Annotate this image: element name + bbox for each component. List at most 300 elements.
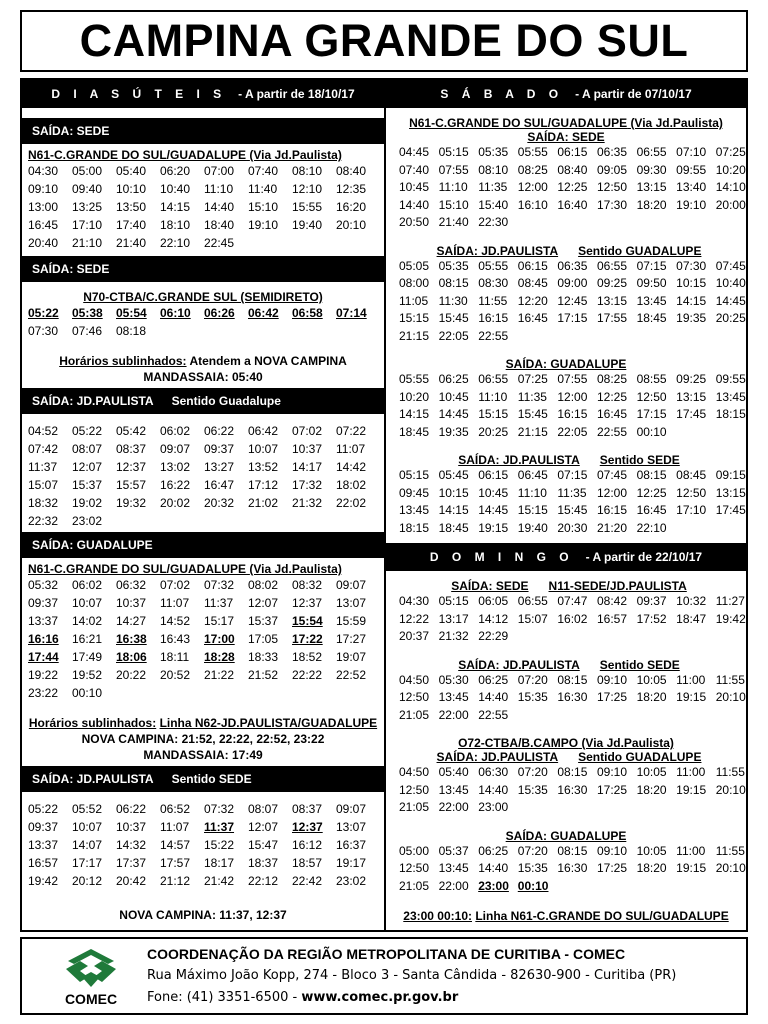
time-cell: 13:02 [160, 460, 191, 474]
time-cell: 19:35 [438, 424, 469, 439]
time-cell: 18:32 [28, 496, 59, 510]
time-cell: 05:52 [72, 802, 103, 816]
time-cell: 19:32 [116, 496, 147, 510]
time-cell: 22:55 [478, 707, 509, 722]
time-cell: 12:07 [248, 596, 279, 610]
time-cell: 19:42 [28, 874, 59, 888]
time-cell: 22:05 [557, 424, 588, 439]
weekdays-origin-guadalupe: SAÍDA: GUADALUPE [22, 532, 384, 558]
time-cell: 11:10 [204, 182, 234, 196]
time-cell: 07:45 [715, 258, 746, 273]
time-cell: 13:45 [438, 690, 469, 704]
time-cell: 12:37 [292, 596, 323, 610]
time-cell: 07:02 [160, 578, 191, 592]
time-cell: 16:45 [28, 218, 59, 232]
time-cell: 07:20 [517, 843, 548, 858]
time-cell: 09:37 [28, 596, 59, 610]
time-cell: 06:15 [478, 468, 509, 482]
time-cell: 17:22 [292, 632, 323, 646]
time-cell: 07:20 [517, 765, 548, 779]
time-cell: 12:50 [399, 690, 430, 704]
sunday-origin-paulista-2: SAÍDA: JD.PAULISTA Sentido GUADALUPE [436, 750, 702, 764]
time-cell: 16:15 [596, 503, 627, 517]
time-cell: 07:14 [336, 306, 367, 320]
time-cell: 19:15 [676, 782, 707, 797]
time-cell: 06:55 [478, 372, 509, 386]
time-cell: 10:40 [715, 276, 746, 290]
time-cell: 16:45 [596, 407, 627, 421]
time-cell: 20:10 [336, 218, 367, 232]
time-cell: 18:47 [676, 611, 707, 626]
weekdays-paulista-times [22, 422, 384, 530]
time-cell: 13:15 [715, 485, 746, 500]
time-cell: 16:57 [596, 611, 627, 626]
time-cell: 13:15 [596, 293, 627, 308]
time-cell: 17:55 [596, 311, 627, 325]
time-cell: 14:17 [292, 460, 323, 474]
time-cell: 14:45 [438, 407, 469, 421]
time-cell: 20:52 [160, 668, 191, 682]
time-cell: 17:45 [715, 503, 746, 517]
time-cell: 08:55 [636, 372, 667, 386]
time-cell: 08:25 [517, 162, 548, 177]
time-cell: 22:52 [336, 668, 367, 682]
time-cell: 11:30 [438, 293, 468, 308]
time-cell: 05:22 [28, 306, 59, 320]
time-cell: 09:10 [596, 843, 627, 858]
time-cell: 15:59 [336, 614, 367, 628]
time-cell: 18:11 [160, 650, 190, 664]
time-cell: 07:32 [204, 802, 235, 816]
time-cell: 15:35 [517, 782, 548, 797]
time-cell: 07:30 [28, 324, 59, 338]
weekdays-origin-paulista: SAÍDA: JD.PAULISTA Sentido Guadalupe [22, 388, 384, 414]
saturday-origin-sede: SAÍDA: SEDE [527, 130, 605, 144]
time-cell: 12:50 [636, 389, 667, 404]
time-cell: 11:37 [204, 820, 235, 834]
time-cell: 06:52 [160, 802, 191, 816]
time-cell: 08:15 [557, 843, 588, 858]
time-cell: 09:10 [596, 765, 627, 779]
time-cell: 15:45 [557, 503, 588, 517]
time-cell: 15:15 [399, 311, 430, 325]
time-cell: 16:15 [478, 311, 509, 325]
time-cell: 19:35 [676, 311, 707, 325]
time-cell: 21:40 [438, 215, 469, 229]
time-cell: 06:02 [72, 578, 103, 592]
time-cell: 19:10 [248, 218, 279, 232]
time-cell: 05:42 [116, 424, 147, 438]
time-cell: 11:00 [676, 843, 706, 858]
time-cell: 13:45 [399, 503, 430, 517]
time-cell: 10:05 [636, 672, 667, 687]
time-cell: 18:20 [636, 782, 667, 797]
sunday-header [386, 543, 746, 571]
time-cell: 10:07 [72, 820, 103, 834]
time-cell: 10:15 [438, 485, 469, 500]
time-cell: 11:55 [715, 843, 745, 858]
time-cell: 16:30 [557, 861, 588, 875]
time-cell: 12:25 [636, 485, 667, 500]
time-cell: 06:35 [557, 258, 588, 273]
time-cell: 18:20 [636, 690, 667, 704]
time-cell: 16:12 [292, 838, 323, 852]
time-cell: 12:07 [248, 820, 279, 834]
time-cell: 15:15 [478, 407, 509, 421]
time-cell: 12:00 [557, 389, 588, 404]
time-cell: 15:55 [292, 200, 323, 214]
time-cell: 08:15 [557, 765, 588, 779]
time-cell: 05:15 [399, 468, 430, 482]
time-cell: 11:37 [28, 460, 58, 474]
time-cell: 17:12 [248, 478, 279, 492]
saturday-guadalupe-times [386, 371, 746, 441]
time-cell: 22:55 [478, 328, 509, 343]
time-cell: 16:10 [517, 197, 548, 212]
time-cell: 06:25 [438, 372, 469, 386]
saturday-title: S Á B A D O [440, 87, 564, 101]
time-cell: 15:37 [72, 478, 103, 492]
time-cell: 05:22 [28, 802, 59, 816]
weekdays-note-mandassaia-2: MANDASSAIA: 17:49 [143, 748, 263, 762]
time-cell: 22:30 [478, 215, 509, 229]
time-cell: 19:15 [478, 520, 509, 535]
time-cell: 19:17 [336, 856, 367, 870]
time-cell: 18:37 [248, 856, 279, 870]
time-cell: 09:07 [336, 578, 367, 592]
time-cell: 10:37 [116, 820, 147, 834]
weekdays-origin-paulista-2: SAÍDA: JD.PAULISTA Sentido SEDE [22, 766, 384, 792]
time-cell: 09:07 [336, 802, 367, 816]
time-cell: 17:25 [596, 782, 627, 797]
weekdays-origin-sede: SAÍDA: SEDE [22, 118, 384, 144]
time-cell: 18:45 [438, 520, 469, 535]
saturday-origin-paulista-2: SAÍDA: JD.PAULISTA Sentido SEDE [458, 453, 680, 467]
time-cell: 07:02 [292, 424, 323, 438]
time-cell: 22:45 [204, 236, 235, 250]
time-cell: 07:22 [336, 424, 367, 438]
time-cell: 09:37 [204, 442, 235, 456]
time-cell: 18:02 [336, 478, 367, 492]
time-cell: 19:07 [336, 650, 367, 664]
time-cell: 11:27 [715, 594, 745, 608]
saturday-paulista-times [386, 258, 746, 346]
time-cell: 21:42 [204, 874, 235, 888]
time-cell: 18:57 [292, 856, 323, 870]
time-cell: 07:20 [517, 672, 548, 687]
time-cell: 11:55 [715, 672, 745, 687]
time-cell: 17:00 [204, 632, 235, 646]
time-cell: 17:44 [28, 650, 59, 664]
time-cell: 18:33 [248, 650, 279, 664]
time-cell: 20:30 [557, 520, 588, 535]
time-cell: 15:10 [438, 197, 469, 212]
time-cell: 14:32 [116, 838, 147, 852]
weekdays-note-mandassaia: MANDASSAIA: 05:40 [143, 370, 263, 384]
time-cell: 10:20 [399, 389, 430, 404]
time-cell: 06:55 [517, 594, 548, 608]
time-cell: 14:40 [399, 197, 430, 212]
time-cell: 18:28 [204, 650, 235, 664]
time-cell: 11:07 [160, 596, 190, 610]
time-cell: 11:05 [399, 293, 429, 308]
time-cell: 17:27 [336, 632, 367, 646]
time-cell: 06:10 [160, 306, 191, 320]
time-cell: 07:55 [557, 372, 588, 386]
time-cell: 14:15 [160, 200, 191, 214]
time-cell: 16:15 [557, 407, 588, 421]
time-cell: 15:10 [248, 200, 279, 214]
time-cell: 14:02 [72, 614, 103, 628]
time-cell: 13:37 [28, 838, 59, 852]
saturday-origin-guadalupe: SAÍDA: GUADALUPE [505, 357, 627, 371]
time-cell: 05:00 [72, 164, 103, 178]
time-cell: 18:06 [116, 650, 147, 664]
sunday-paulista2-times [386, 764, 746, 817]
time-cell: 22:12 [248, 874, 279, 888]
time-cell: 09:25 [596, 276, 627, 290]
time-cell: 21:20 [596, 520, 627, 535]
time-cell: 06:55 [596, 258, 627, 273]
time-cell: 09:25 [676, 372, 707, 386]
time-cell: 21:10 [72, 236, 103, 250]
time-cell: 21:52 [248, 668, 279, 682]
time-cell: 08:40 [557, 162, 588, 177]
time-cell: 07:10 [676, 145, 707, 159]
time-cell: 09:37 [28, 820, 59, 834]
weekdays-sede2-times [22, 304, 384, 340]
time-cell: 06:42 [248, 306, 279, 320]
time-cell: 12:25 [596, 389, 627, 404]
footer-org: COORDENAÇÃO DA REGIÃO METROPOLITANA DE CURITIBA - COMEC [147, 946, 626, 962]
time-cell: 12:45 [557, 293, 588, 308]
sunday-origin-paulista: SAÍDA: JD.PAULISTA Sentido SEDE [458, 657, 680, 672]
weekdays-note-n62: Horários sublinhados: Linha N62-JD.PAULISTA/GUADALUPE [28, 716, 378, 730]
time-cell: 14:10 [715, 180, 746, 194]
time-cell: 12:50 [676, 485, 707, 500]
time-cell: 16:22 [160, 478, 191, 492]
time-cell: 12:50 [399, 861, 430, 875]
time-cell: 20:00 [715, 197, 746, 212]
time-cell: 12:35 [336, 182, 367, 196]
time-cell: 13:40 [676, 180, 707, 194]
time-cell: 10:05 [636, 843, 667, 858]
time-cell: 05:55 [478, 258, 509, 273]
time-cell: 13:50 [116, 200, 147, 214]
time-cell: 10:45 [438, 389, 469, 404]
weekdays-note-nova-campina: Horários sublinhados: Atendem a NOVA CAMPINA [59, 354, 347, 368]
time-cell: 13:25 [72, 200, 103, 214]
weekdays-route-n70: N70-CTBA/C.GRANDE SUL (SEMIDIRETO) [83, 290, 323, 304]
time-cell: 06:20 [160, 164, 191, 178]
time-cell: 17:15 [557, 311, 588, 325]
time-cell: 08:37 [292, 802, 323, 816]
time-cell: 06:22 [116, 802, 147, 816]
time-cell: 12:10 [292, 182, 323, 196]
time-cell: 18:20 [636, 861, 667, 875]
time-cell: 19:42 [715, 611, 746, 626]
time-cell: 07:15 [636, 258, 667, 273]
time-cell: 04:50 [399, 765, 430, 779]
time-cell: 19:02 [72, 496, 103, 510]
time-cell: 05:15 [438, 145, 469, 159]
time-cell: 09:55 [715, 372, 746, 386]
time-cell: 22:42 [292, 874, 323, 888]
time-cell: 08:37 [116, 442, 147, 456]
time-cell: 04:50 [399, 672, 430, 687]
time-cell: 07:42 [28, 442, 59, 456]
time-cell: 18:17 [204, 856, 235, 870]
time-cell: 08:40 [336, 164, 367, 178]
time-cell: 13:07 [336, 820, 367, 834]
time-cell: 21:32 [438, 629, 469, 643]
time-cell: 18:45 [636, 311, 667, 325]
time-cell: 07:25 [517, 372, 548, 386]
time-cell: 15:40 [478, 197, 509, 212]
time-cell: 16:47 [204, 478, 235, 492]
time-cell: 18:15 [399, 520, 430, 535]
sunday-route-o72: O72-CTBA/B.CAMPO (Via Jd.Paulista) [458, 736, 674, 750]
time-cell: 13:15 [676, 389, 707, 404]
time-cell: 15:15 [517, 503, 548, 517]
saturday-paulista2-times [386, 467, 746, 537]
time-cell: 09:40 [72, 182, 103, 196]
time-cell: 05:40 [438, 765, 469, 779]
time-cell: 16:38 [116, 632, 147, 646]
time-cell: 14:40 [478, 861, 509, 875]
time-cell: 15:45 [517, 407, 548, 421]
weekdays-note-nova-campina-3: NOVA CAMPINA: 11:37, 12:37 [119, 908, 287, 922]
time-cell: 12:20 [517, 293, 548, 308]
time-cell: 17:25 [596, 861, 627, 875]
time-cell: 13:45 [715, 389, 746, 404]
time-cell: 14:57 [160, 838, 191, 852]
time-cell: 18:10 [160, 218, 191, 232]
time-cell: 23:02 [336, 874, 367, 888]
time-cell: 22:29 [478, 629, 509, 643]
time-cell: 19:10 [676, 197, 707, 212]
time-cell: 17:05 [248, 632, 279, 646]
time-cell: 20:02 [160, 496, 191, 510]
time-cell: 21:15 [399, 328, 430, 343]
time-cell: 10:05 [636, 765, 667, 779]
time-cell: 10:07 [248, 442, 279, 456]
time-cell: 21:05 [399, 800, 430, 814]
time-cell: 09:30 [636, 162, 667, 177]
time-cell: 09:50 [636, 276, 667, 290]
time-cell: 07:46 [72, 324, 103, 338]
time-cell: 16:45 [636, 503, 667, 517]
footer-site-link[interactable]: www.comec.pr.gov.br [301, 990, 459, 1005]
saturday-date: - A partir de 07/10/17 [575, 87, 692, 101]
time-cell: 05:55 [517, 145, 548, 159]
time-cell: 11:55 [478, 293, 508, 308]
weekdays-route-n61-guadalupe: N61-C.GRANDE DO SUL/GUADALUPE (Via Jd.Paulista) [28, 562, 342, 576]
time-cell: 08:30 [478, 276, 509, 290]
time-cell: 20:10 [715, 782, 746, 797]
time-cell: 23:02 [72, 514, 103, 528]
time-cell: 12:37 [116, 460, 147, 474]
time-cell: 19:22 [28, 668, 59, 682]
time-cell: 12:00 [517, 180, 548, 194]
time-cell: 20:25 [715, 311, 746, 325]
time-cell: 17:40 [116, 218, 147, 232]
time-cell: 08:10 [478, 162, 509, 177]
time-cell: 17:52 [636, 611, 667, 626]
time-cell: 23:00 [478, 800, 509, 814]
time-cell: 14:15 [438, 503, 469, 517]
time-cell: 19:52 [72, 668, 103, 682]
time-cell: 06:15 [557, 145, 588, 159]
time-cell: 20:50 [399, 215, 430, 229]
weekdays-note-nova-campina-2: NOVA CAMPINA: 21:52, 22:22, 22:52, 23:22 [81, 732, 325, 746]
time-cell: 20:12 [72, 874, 103, 888]
time-cell: 06:42 [248, 424, 279, 438]
time-cell: 17:32 [292, 478, 323, 492]
time-cell: 04:30 [28, 164, 59, 178]
time-cell: 14:15 [676, 293, 707, 308]
time-cell: 06:35 [596, 145, 627, 159]
time-cell: 07:40 [399, 162, 430, 177]
time-cell: 23:00 [478, 878, 509, 893]
time-cell: 15:07 [517, 611, 548, 626]
time-cell: 16:30 [557, 782, 588, 797]
time-cell: 06:02 [160, 424, 191, 438]
time-cell: 14:42 [336, 460, 367, 474]
time-cell: 21:40 [116, 236, 147, 250]
time-cell: 09:10 [596, 672, 627, 687]
time-cell: 13:45 [636, 293, 667, 308]
time-cell: 06:45 [517, 468, 548, 482]
time-cell: 22:32 [28, 514, 59, 528]
time-cell: 17:45 [676, 407, 707, 421]
footer-text [147, 943, 676, 1009]
time-cell: 05:54 [116, 306, 147, 320]
sunday-paulista-times [386, 672, 746, 725]
time-cell: 16:30 [557, 690, 588, 704]
weekdays-guadalupe-times [22, 576, 384, 702]
time-cell: 11:00 [676, 765, 706, 779]
time-cell: 19:40 [517, 520, 548, 535]
time-cell: 10:15 [676, 276, 707, 290]
time-cell: 06:22 [204, 424, 235, 438]
time-cell: 11:55 [715, 765, 745, 779]
sunday-origin-guadalupe: SAÍDA: GUADALUPE [505, 828, 627, 843]
time-cell: 10:45 [399, 180, 430, 194]
time-cell: 20:40 [28, 236, 59, 250]
time-cell: 07:15 [557, 468, 588, 482]
time-cell: 12:50 [596, 180, 627, 194]
time-cell: 05:37 [438, 843, 469, 858]
time-cell: 12:07 [72, 460, 103, 474]
time-cell: 16:40 [557, 197, 588, 212]
footer-contact [147, 987, 676, 1009]
time-cell: 07:40 [248, 164, 279, 178]
time-cell: 11:40 [248, 182, 278, 196]
time-cell: 07:47 [557, 594, 588, 608]
time-cell: 19:40 [292, 218, 323, 232]
time-cell: 20:32 [204, 496, 235, 510]
time-cell: 05:15 [438, 594, 469, 608]
time-cell: 00:10 [72, 686, 103, 700]
time-cell: 05:35 [478, 145, 509, 159]
time-cell: 09:15 [715, 468, 746, 482]
time-cell: 11:10 [517, 485, 547, 500]
time-cell: 08:15 [636, 468, 667, 482]
time-cell: 13:45 [438, 782, 469, 797]
weekend-column [386, 80, 746, 930]
time-cell: 16:02 [557, 611, 588, 626]
